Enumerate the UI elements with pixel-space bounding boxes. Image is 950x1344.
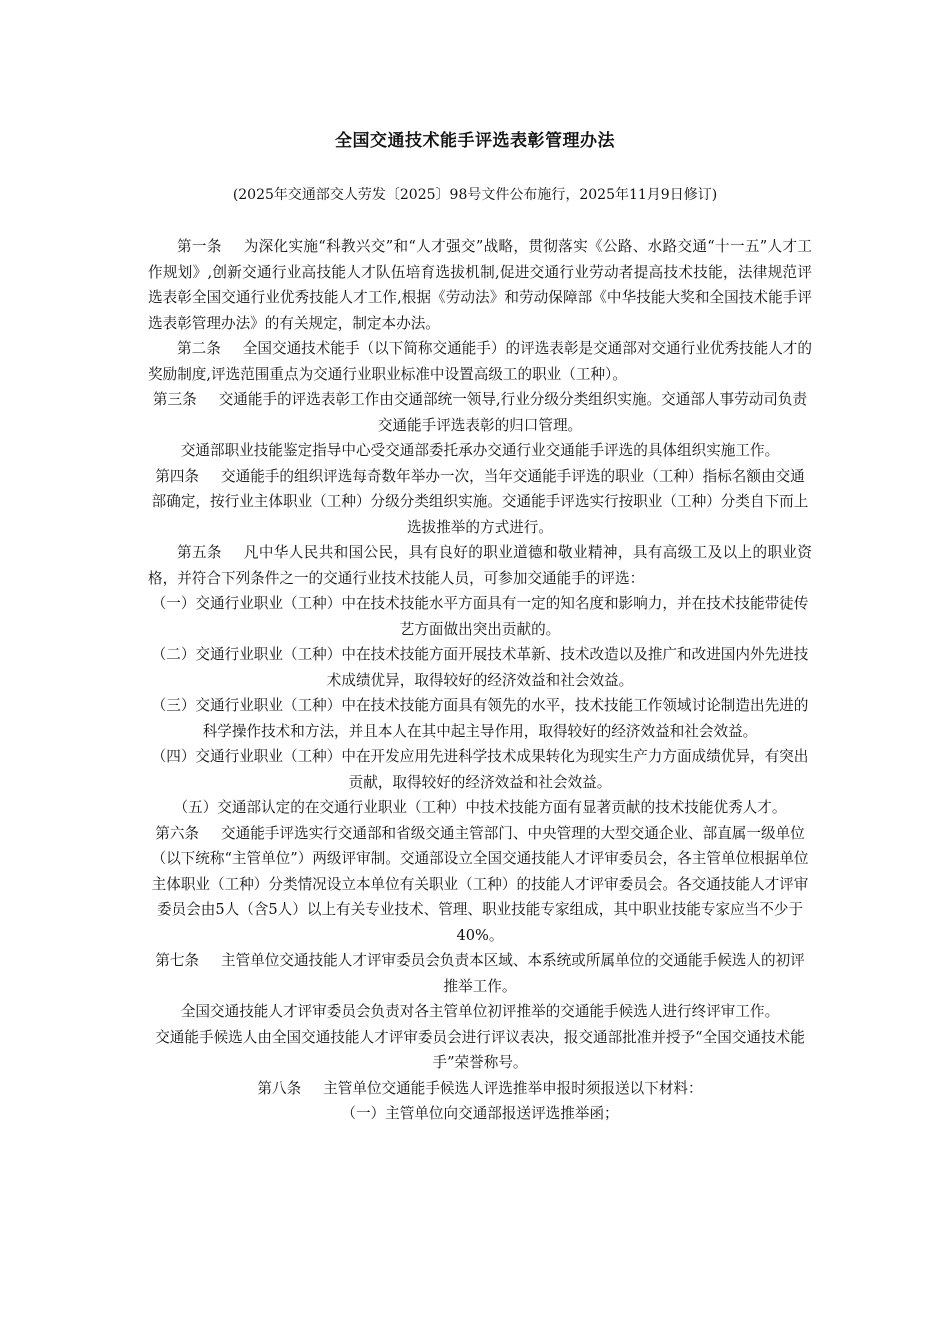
article-text: 凡中华人民共和国公民，具有良好的职业道德和敬业精神，具有高级工及以上的职业资格，并符合下列条件之一的交通行业技术技能人员，可参加交通能手的评选： — [148, 544, 812, 587]
article-label: 第八条 — [257, 1079, 302, 1097]
article-text: 交通能手评选实行交通部和省级交通主管部门、中央管理的大型交通企业、部直属一级单位（以下统称“主管单位”）两级评审制。交通部设立全国交通技能人才评审委员会，各主管单位根据单位主体职业（工种）分类情况设立本单位有关职业（工种）的技能人才评审委员会。各交通技能人才评审委员会由5人（含5人）以上有关专业技术、管理、职业技能专家组成，其中职业技能专家应当不少于40%。 — [151, 824, 809, 944]
list-item-text: （五）交通部认定的在交通行业职业（工种）中技术技能方面有显著贡献的技术技能优秀人才。 — [173, 799, 787, 816]
list-item-text: （一）交通行业职业（工种）中在技术技能水平方面具有一定的知名度和影响力，并在技术技能带徒传艺方面做出突出贡献的。 — [151, 595, 809, 638]
document-subtitle: (2025年交通部交人劳发〔2025〕98号文件公布施行，2025年11月9日修订) — [232, 187, 718, 203]
list-item-text: （一）主管单位向交通部报送评选推举函； — [341, 1105, 619, 1122]
article-7 — [148, 948, 812, 999]
article-label: 第一条 — [177, 238, 222, 255]
article-text: 交通能手的组织评选每奇数年举办一次，当年交通能手评选的职业（工种）指标名额由交通部确定，按行业主体职业（工种）分级分类组织实施。交通能手评选实行按职业（工种）分类自下而上选拔推举的方式进行。 — [151, 467, 809, 536]
list-item-5 — [148, 795, 812, 821]
list-item-1 — [148, 591, 812, 642]
paragraph-text: 交通部职业技能鉴定指导中心受交通部委托承办交通行业交通能手评选的具体组织实施工作。 — [180, 442, 780, 459]
article-text: 为深化实施“科教兴交”和“人才强交”战略，贯彻落实《公路、水路交通“十一五”人才工作规划》,创新交通行业高技能人才队伍培育选拔机制,促进交通行业劳动者提高技术技能，法律规范评选表彰全国交通行业优秀技能人才工作,根据《劳动法》和劳动保障部《中华技能大奖和全国技术能手评选表彰管理办法》的有关规定，制定本办法。 — [148, 238, 812, 332]
list-item-3 — [148, 693, 812, 744]
article-text: 全国交通技术能手（以下简称交通能手）的评选表彰是交通部对交通行业优秀技能人才的奖励制度,评选范围重点为交通行业职业标准中设置高级工的职业（工种）。 — [148, 340, 812, 383]
article-text: 主管单位交通能手候选人评选推举申报时须报送以下材料： — [323, 1079, 703, 1097]
list-item-text: （二）交通行业职业（工种）中在技术技能方面开展技术革新、技术改造以及推广和改进国内外先进技术成绩优异，取得较好的经济效益和社会效益。 — [151, 646, 809, 689]
article-3 — [148, 387, 812, 438]
paragraph-text: 交通能手候选人由全国交通技能人才评审委员会进行评议表决，报交通部批准并授予“全国交通技术能手”荣誉称号。 — [155, 1028, 805, 1071]
article-2 — [148, 336, 812, 387]
article-6 — [148, 821, 812, 949]
article-label: 第七条 — [155, 952, 200, 969]
article-label: 第三条 — [152, 391, 197, 408]
paragraph-text: 全国交通技能人才评审委员会负责对各主管单位初评推举的交通能手候选人进行终评审工作。 — [180, 1003, 780, 1020]
list-item-4 — [148, 744, 812, 795]
document-body — [148, 234, 812, 1127]
article-label: 第二条 — [177, 340, 221, 357]
article-label: 第四条 — [155, 467, 200, 485]
document-title: 全国交通技术能手评选表彰管理办法 — [335, 131, 615, 151]
paragraph — [148, 438, 812, 464]
article-text: 主管单位交通技能人才评审委员会负责本区域、本系统或所属单位的交通能手候选人的初评推举工作。 — [221, 952, 805, 995]
list-item-text: （三）交通行业职业（工种）中在技术技能方面具有领先的水平，技术技能工作领域讨论制造出先进的科学操作技术和方法，并且本人在其中起主导作用，取得较好的经济效益和社会效益。 — [151, 697, 809, 740]
article-4 — [148, 464, 812, 541]
article-5 — [148, 540, 812, 591]
article-text: 交通能手的评选表彰工作由交通部统一领导,行业分级分类组织实施。交通部人事劳动司负责交通能手评选表彰的归口管理。 — [218, 391, 808, 434]
article-label: 第五条 — [177, 544, 222, 561]
article-8 — [148, 1076, 812, 1102]
paragraph — [148, 999, 812, 1025]
list-item-2 — [148, 642, 812, 693]
list-item-1 — [148, 1101, 812, 1127]
list-item-text: （四）交通行业职业（工种）中在开发应用先进科学技术成果转化为现实生产力方面成绩优异，有突出贡献，取得较好的经济效益和社会效益。 — [151, 748, 809, 791]
article-1 — [148, 234, 812, 336]
article-label: 第六条 — [155, 824, 200, 842]
paragraph — [148, 1025, 812, 1076]
